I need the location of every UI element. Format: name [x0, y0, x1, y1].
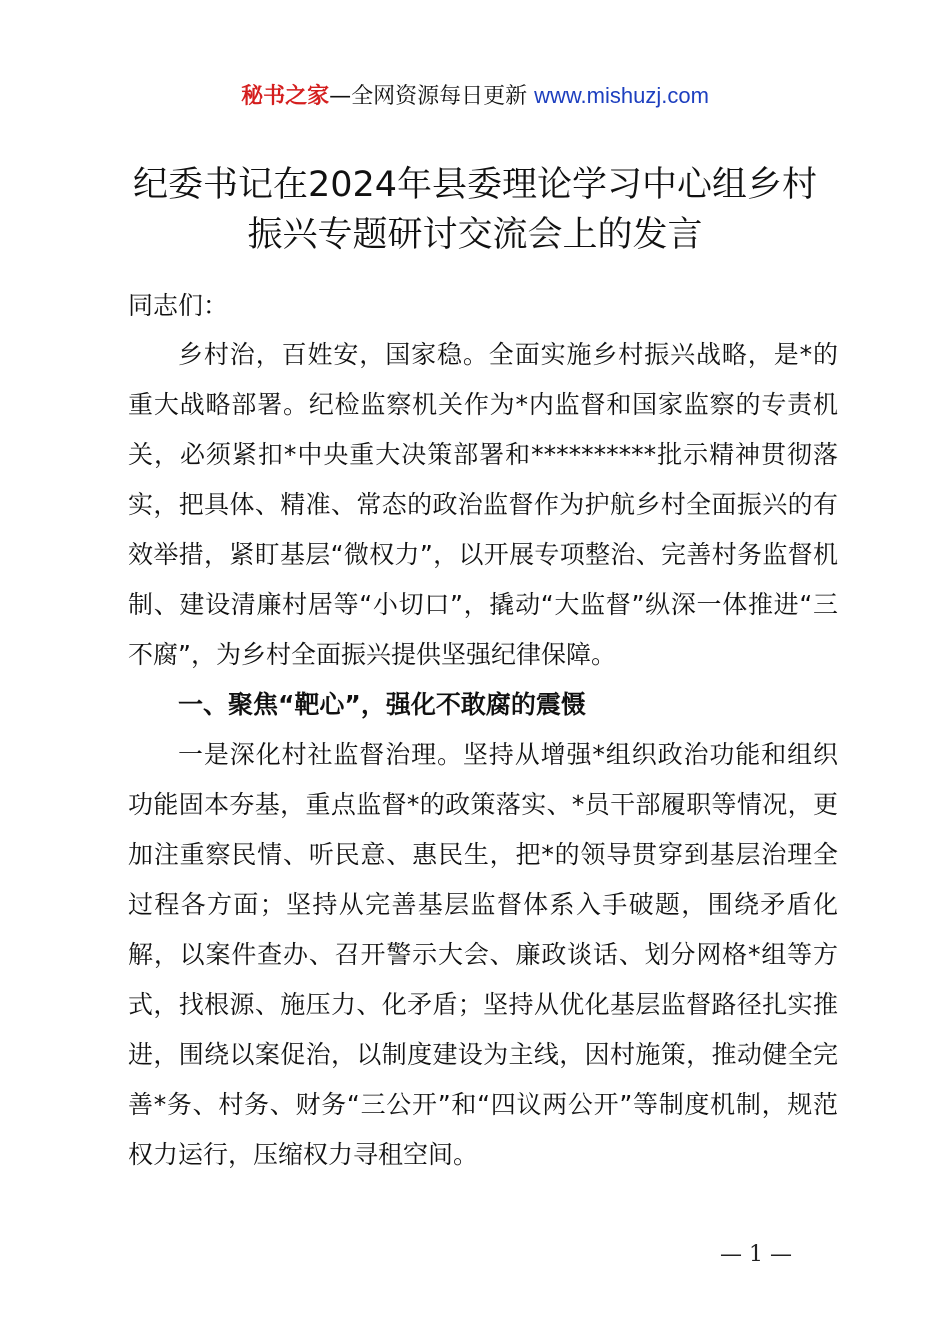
- page-number: — 1 —: [720, 1242, 792, 1267]
- salutation: 同志们：: [128, 291, 229, 320]
- brand-name: 秘书之家: [241, 84, 330, 109]
- title-line-2: 振兴专题研讨交流会上的发言: [247, 215, 703, 255]
- document-body: [128, 330, 838, 1180]
- site-link[interactable]: www.mishuzj.com: [534, 83, 709, 108]
- intro-paragraph: 乡村治，百姓安，国家稳。全面实施乡村振兴战略，是*的重大战略部署。纪检监察机关作为*内监督和国家监察的专责机关，必须紧扣*中央重大决策部署和**********批示精神贯彻落实，把具体、精准、常态的政治监督作为护航乡村全面振兴的有效举措，紧盯基层“微权力”，以开展专项整治、完善村务监督机制、建设清廉村居等“小切口”，撬动“大监督”纵深一体推进“三不腐”，为乡村全面振兴提供坚强纪律保障。: [128, 340, 838, 669]
- section-heading: 一、聚焦“靶心”，强化不敢腐的震慑: [178, 690, 586, 719]
- document-title: [100, 160, 850, 260]
- header-tagline: —全网资源每日更新: [329, 84, 535, 109]
- site-header: [0, 80, 950, 113]
- title-line-1: 纪委书记在2024年县委理论学习中心组乡村: [132, 165, 818, 205]
- body-paragraph: 一是深化村社监督治理。坚持从增强*组织政治功能和组织功能固本夯基，重点监督*的政策落实、*员干部履职等情况，更加注重察民情、听民意、惠民生，把*的领导贯穿到基层治理全过程各方面；坚持从完善基层监督体系入手破题，围绕矛盾化解，以案件查办、召开警示大会、廉政谈话、划分网格*组等方式，找根源、施压力、化矛盾；坚持从优化基层监督路径扎实推进，围绕以案促治，以制度建设为主线，因村施策，推动健全完善*务、村务、财务“三公开”和“四议两公开”等制度机制，规范权力运行，压缩权力寻租空间。: [128, 740, 838, 1169]
